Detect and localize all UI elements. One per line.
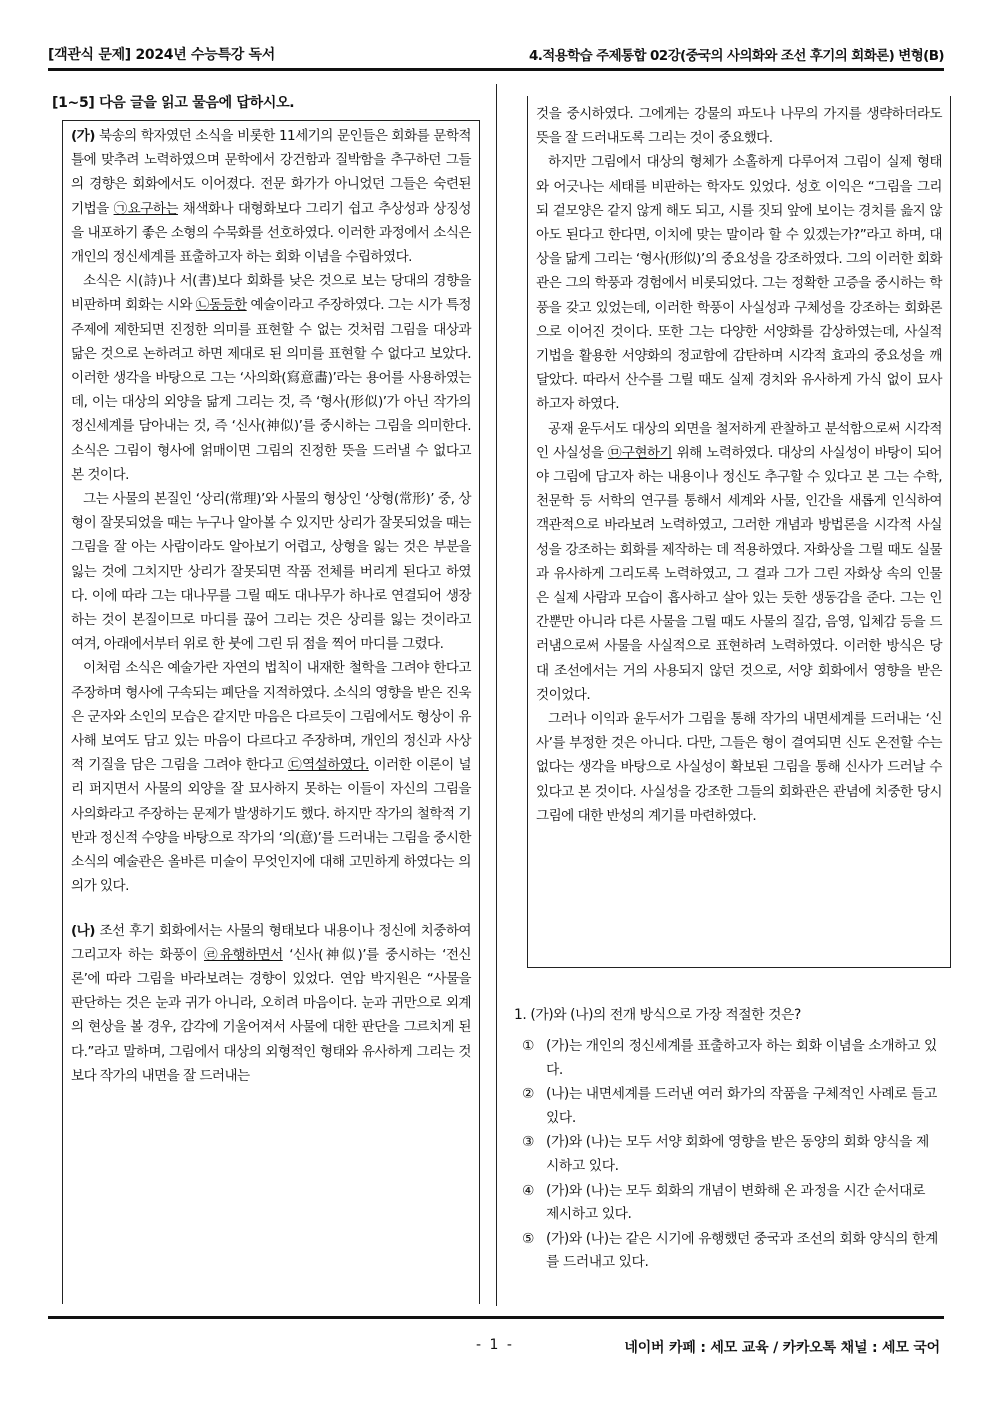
- answer-option-1[interactable]: [514, 1035, 940, 1082]
- text-segment: 예술이라고 주장하였다. 그는 시가 특정 주제에 제한되면 진정한 의미를 표현할 수 없는 것처럼 그림을 대상과 닮은 것으로 논하려고 하면 제대로 된 의미를 표현할 수 없다고 보았다. 이러한 생각을 바탕으로 그는 ‘사의화(寫意畵)’라는 용어를 사용하였는데, 이는 대상의 외양을 닮게 그리는 것, 즉 ‘형사(形似)’가 아닌 작가의 정신세계를 담아내는 것, 즉 ‘신사(神似)’를 중시하는 그림을 의미한다. 소식은 그림이 형사에 얽매이면 그림의 진정한 뜻을 드러낼 수 없다고 본 것이다.: [71, 297, 472, 483]
- passage-right-column: [527, 96, 951, 968]
- underlined-term-e: ㉤구현하기: [607, 444, 673, 461]
- instruction: [1~5] 다음 글을 읽고 물음에 답하시오.: [52, 95, 295, 111]
- header-rule: [48, 68, 944, 71]
- answer-option-3[interactable]: [514, 1131, 940, 1178]
- text-segment: 북송의 학자였던 소식을 비롯한 11세기의 문인들은 회화를 문학적 틀에 맞추려 노력하였으며 문학에서 강건함과 질박함을 추구하던 그들의 경향은 회화에서도 이어졌다. 전문 화가가 아니었던 그들은 숙련된 기법을: [71, 128, 471, 217]
- footer-credit: 네이버 카페 : 세모 교육 / 카카오톡 채널 : 세모 국어: [624, 1340, 940, 1356]
- passage-left-column: [62, 120, 480, 1304]
- underlined-term-a: ㉠요구하는: [113, 200, 178, 217]
- text-segment: 이러한 이론이 널리 퍼지면서 사물의 외양을 잘 묘사하지 못하는 이들이 자신의 그림을 사의화라고 주장하는 문제가 발생하기도 했다. 하지만 작가의 철학적 기반과 정신적 수양을 바탕으로 작가의 ‘의(意)’를 드러내는 그림을 중시한 소식의 예술관은 올바른 미술이 무엇인지에 대해 고민하게 하였다는 의의가 있다.: [71, 757, 471, 895]
- option-number: ③: [522, 1134, 534, 1151]
- passage-na-paragraph-4: 그러나 이익과 윤두서가 그림을 통해 작가의 내면세계를 드러내는 ‘신사’를 부정한 것은 아니다. 다만, 그들은 형이 결여되면 신도 온전할 수는 없다는 생각을 바탕으로 사실성이 확보된 그림을 통해 신사가 드러날 수 있다고 본 것이다. 사실성을 강조한 그들의 회화관은 관념에 치중한 당시 그림에 대한 반성의 계기를 마련하였다.: [536, 711, 942, 824]
- underlined-term-d: ㉣유행하면서: [203, 946, 283, 963]
- passage-ga-paragraph-4: [71, 656, 471, 898]
- passage-ga-paragraph-3: 그는 사물의 본질인 ‘상리(常理)’와 사물의 형상인 ‘상형(常形)’ 중, 상형이 잘못되었을 때는 누구나 알아볼 수 있지만 상리가 잘못되었을 때는 그림을 잘 아는 사람이라도 알아보기 어렵고, 상형을 잃는 것은 부분을 잃는 것에 그치지만 상리가 잘못되면 작품 전체를 버리게 된다고 하였다. 이에 따라 그는 대나무를 그릴 때도 대나무가 하나로 연결되어 생장하는 것이 본질이므로 마디를 끊어 그리는 것은 상리를 잃는 것이라고 여겨, 아래에서부터 위로 한 붓에 그린 뒤 점을 찍어 마디를 그렸다.: [71, 491, 471, 653]
- option-text: (가)와 (나)는 모두 회화의 개념이 변화해 온 과정을 시간 순서대로 제시하고 있다.: [546, 1182, 925, 1223]
- header-right-title: 4.적용학습 주제통합 02강(중국의 사의화와 조선 후기의 회화론) 변형(B): [528, 48, 944, 64]
- passage-tag-ga: (가): [71, 128, 95, 144]
- text-segment: ‘신사(神似)’를 중시하는 ‘전신론’에 따라 그림을 바라보려는 경향이 있었다. 연암 박지원은 “사물을 판단하는 것은 눈과 귀가 아니라, 오히려 마음이다. 눈과 귀만으로 외계의 현상을 볼 경우, 감각에 기울어져서 사물에 대한 판단을 그르치게 된다.”라고 말하며, 그림에서 대상의 외형적인 형태와 유사하게 그리는 것보다 작가의 내면을 잘 드러내는: [71, 946, 472, 1084]
- option-text: (나)는 내면세계를 드러낸 여러 화가의 작품을 구체적인 사례로 들고 있다.: [546, 1086, 937, 1126]
- passage-na-paragraph-2: 하지만 그림에서 대상의 형체가 소홀하게 다루어져 그림이 실제 형태와 어긋나는 세태를 비판하는 학자도 있었다. 성호 이익은 “그림을 그리되 겉모양은 같지 않게 해도 되고, 시를 짓되 앞에 보이는 경치를 읊지 않아도 된다고 한다면, 이치에 맞는 말이라 할 수 있겠는가?”라고 하며, 대상을 닮게 그리는 ‘형사(形似)’의 중요성을 강조하였다. 그의 이러한 회화관은 그의 학풍과 경험에서 비롯되었다. 그는 정확한 고증을 중시하는 학풍을 갖고 있었는데, 이러한 학풍이 사실성과 구체성을 강조하는 회화론으로 이어진 것이다. 또한 그는 다양한 서양화를 감상하였는데, 사실적 기법을 활용한 서양화의 정교함에 감탄하며 시각적 효과의 중요성을 깨달았다. 따라서 산수를 그릴 때도 실제 경치와 유사하게 가식 없이 묘사하고자 하였다.: [536, 154, 942, 413]
- footer-rule: [48, 1316, 944, 1319]
- passage-ga-paragraph-1: [71, 124, 471, 269]
- passage-na-continued: 것을 중시하였다. 그에게는 강물의 파도나 나무의 가지를 생략하더라도 뜻을 잘 드러내도록 그리는 것이 중요했다.: [536, 106, 942, 147]
- answer-option-4[interactable]: [514, 1180, 940, 1227]
- underlined-term-c: ㉢역설하였다.: [288, 757, 369, 774]
- page-number: - 1 -: [476, 1337, 514, 1353]
- passage-na-paragraph-3: [536, 417, 942, 707]
- text-segment: 공재 윤두서도 대상의 외면을 철저하게 관찰하고 분석함으로써 시각적인 사실성을: [536, 420, 942, 461]
- option-number: ①: [522, 1038, 534, 1054]
- passage-na-paragraph-1: [71, 919, 471, 1088]
- option-text: (가)와 (나)는 같은 시기에 유행했던 중국과 조선의 회화 양식의 한계를 드러내고 있다.: [546, 1230, 938, 1271]
- answer-option-2[interactable]: [514, 1083, 940, 1130]
- text-segment: 이처럼 소식은 예술가란 자연의 법칙이 내재한 철학을 그려야 한다고 주장하며 형사에 구속되는 폐단을 지적하였다. 소식의 영향을 받은 진욱은 군자와 소인의 모습은 같지만 마음은 다르듯이 그림에서도 형상이 유사해 보여도 담고 있는 마음이 다르다고 주장하며, 개인의 정신과 사상적 기질을 담은 그림을 그려야 한다고: [71, 660, 471, 774]
- option-number: ②: [522, 1086, 534, 1103]
- option-text: (가)와 (나)는 모두 서양 회화에 영향을 받은 동양의 회화 양식을 제시하고 있다.: [546, 1134, 929, 1174]
- option-number: ⑤: [522, 1230, 534, 1247]
- text-segment: 소식은 시(詩)나 서(書)보다 회화를 낮은 것으로 보는 당대의 경향을 비판하며 회화는 시와: [71, 273, 471, 314]
- text-segment: 위해 노력하였다. 대상의 사실성이 바탕이 되어야 그림에 담고자 하는 내용이나 정신도 추구할 수 있다고 본 그는 수학, 천문학 등 서학의 연구를 통해서 세계와 사물, 인간을 새롭게 인식하여 객관적으로 바라보려 노력하였고, 그러한 개념과 방법론을 시각적 사실성을 강조하는 회화를 제작하는 데 적용하였다. 자화상을 그릴 때도 실물과 유사하게 그리도록 노력하였고, 그 결과 그가 그린 자화상 속의 인물은 실제 사람과 모습이 흡사하고 살아 있는 듯한 생동감을 준다. 그는 인간뿐만 아니라 다른 사물을 그릴 때도 사물의 질감, 음영, 입체감 등을 드러냄으로써 사물을 사실적으로 표현하려 노력하였다. 이러한 방식은 당대 조선에서는 거의 사용되지 않던 것으로, 서양 회화에서 영향을 받은 것이었다.: [536, 444, 943, 703]
- passage-tag-na: (나): [71, 922, 95, 939]
- question-stem: 1. (가)와 (나)의 전개 방식으로 가장 적절한 것은?: [514, 1007, 801, 1023]
- underlined-term-b: ㉡동등한: [195, 297, 247, 314]
- column-divider: [496, 84, 497, 1306]
- question-1: [514, 1003, 940, 1276]
- text-segment: 채색화나 대형화보다 그리기 쉽고 추상성과 상징성을 내포하기 좋은 소형의 수묵화를 선호하였다. 이러한 과정에서 소식은 개인의 정신세계를 표출하고자 하는 회화 이념을 수립하였다.: [71, 200, 472, 266]
- option-text: (가)는 개인의 정신세계를 표출하고자 하는 회화 이념을 소개하고 있다.: [546, 1038, 937, 1078]
- header-left-title: [객관식 문제] 2024년 수능특강 독서: [48, 47, 275, 63]
- option-number: ④: [522, 1182, 534, 1199]
- passage-ga-paragraph-2: [71, 269, 471, 487]
- answer-option-5[interactable]: [514, 1228, 940, 1275]
- text-segment: 조선 후기 회화에서는 사물의 형태보다 내용이나 정신에 치중하여 그리고자 하는 화풍이: [71, 922, 471, 963]
